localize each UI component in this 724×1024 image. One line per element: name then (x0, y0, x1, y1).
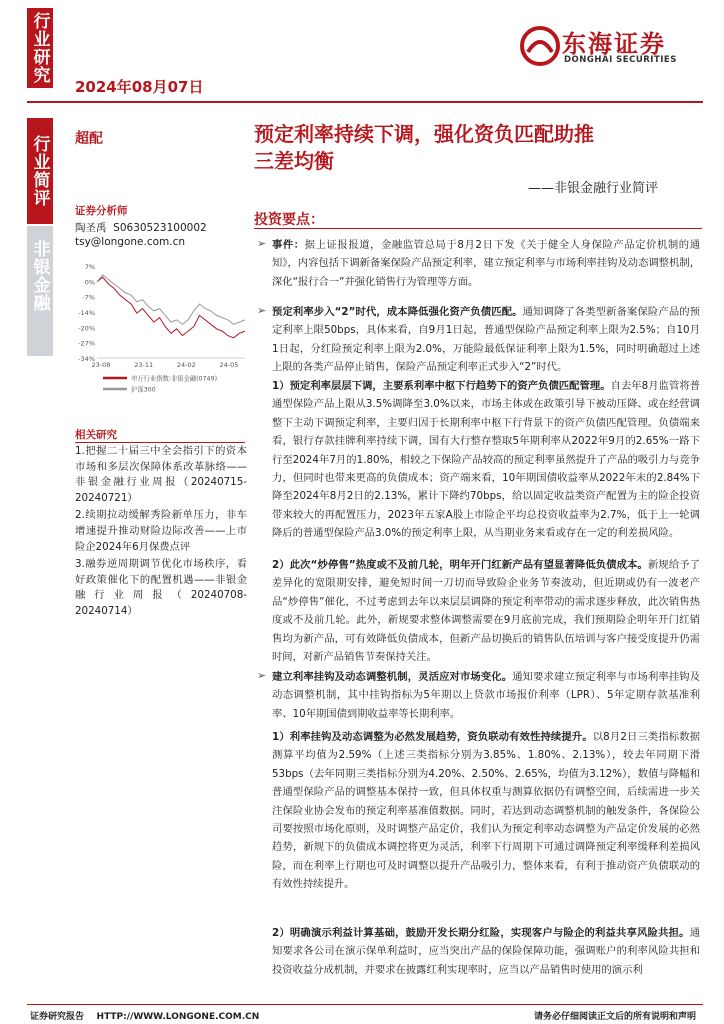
paragraph-rate-2era (272, 303, 700, 377)
analyst-email: tsy@longone.com.cn (75, 236, 186, 248)
paragraph-dividend (272, 924, 700, 978)
x-tick-label: 23-08 (91, 361, 111, 369)
section-divider (254, 228, 702, 229)
y-tick-label: 7% (84, 263, 95, 271)
paragraph-rate-2era-text: 通知调降了各类型新备案保险产品的预定利率上限50bps，具体来看，自9月1日起，普通型保险产品预定利率上限为2.5%；自10月1日起，分红险预定利率上限为2.0%，万能险最低保证利率上限为1.5%，同时明确超过上述上限的各类产品停止销售，保险产品预定利率正式步入“2”时代。 (272, 306, 701, 374)
paragraph-rate-cuts-lead: 1）预定利率层层下调，主要系利率中枢下行趋势下的资产负债匹配管理。 (272, 380, 611, 392)
category-tab-label: 行业研究 (29, 12, 50, 84)
paragraph-dynamic-adjust-text: 以8月2日三类指标数据测算平均值为2.59%（上述三类指标分别为3.85%、1.80%、2.13%），较去年同期下滑53bps（去年同期三类指标分别为4.20%、2.50%、2.65%，均值为3.12%），数值与降幅和普通型保险产品的调整基本保持一致，但具体权重与测算依据仍有调整空间，后续需进一步关注保险业协会发布的预定利率基准值数据。同时，若达到动态调整机制的触发条件，各保险公司要按照市场化原则，及时调整产品定价，我们认为预定利率动态调整为产品定价发展的必然趋势，新规下的负债成本调控将更为灵活，利率下行周期下可通过调降预定利率缓释利差损风险，而在利率上行期也可及时调整以提升产品吸引力，整体来看，有利于推动资产负债联动的有效性持续提升。 (272, 731, 700, 891)
x-tick-label: 24-05 (219, 361, 239, 369)
x-tick-label: 24-02 (176, 361, 196, 369)
report-title-line2: 三差均衡 (254, 149, 334, 173)
performance-chart (75, 258, 250, 408)
paragraph-dynamic-adjust (272, 728, 700, 894)
industry-tab-label: 非银金融 (29, 240, 50, 312)
rating: 超配 (75, 131, 103, 147)
footer-right: 请务必仔细阅读正文后的所有说明和声明 (533, 1012, 696, 1022)
logo-cn-text: 东海证券 (562, 30, 666, 58)
report-subtitle: ——非银金融行业简评 (528, 181, 659, 196)
paragraph-sales-heat-lead: 2）此次“炒停售”热度或不及前几轮，明年开门红新产品有望显著降低负债成本。 (272, 559, 648, 571)
paragraph-rate-2era-lead: 预定利率步入“2”时代，成本降低强化资产负债匹配。 (272, 306, 523, 318)
y-tick-label: 0% (84, 278, 95, 287)
y-tick-label: -20% (78, 324, 95, 333)
analyst-name: 陶圣禹 S0630523100002 (75, 222, 207, 234)
report-title-line1: 预定利率持续下调，强化资负匹配助推 (254, 122, 594, 146)
paragraph-rate-cuts (272, 377, 700, 543)
paragraph-event-lead: 事件： (272, 239, 305, 251)
section-title: 投资要点： (254, 212, 324, 228)
bullet-arrow-icon: ➢ (257, 669, 267, 682)
paragraph-linkage-mechanism-text: 通知要求建立预定利率与市场利率挂钩及动态调整机制，其中挂钩指标为5年期以上贷款市场报价利率（LPR）、5年定期存款基准利率、10年期国债到期收益率等长期利率。 (272, 671, 701, 720)
related-list (75, 444, 247, 620)
industry-tab (27, 236, 53, 316)
logo-en-text: DONGHAI SECURITIES (564, 55, 677, 65)
report-type-tab (27, 118, 53, 224)
legend-label: 申万行业指数:非银金融(0749) (131, 375, 218, 383)
related-item[interactable]: 2.续期拉动缓解秀险新单压力，非车增速提升推动财险边际改善——上市险企2024年6月保费点评 (75, 509, 247, 553)
footer-divider (27, 1004, 703, 1005)
paragraph-dynamic-adjust-lead: 1）利率挂钩及动态调整为必然发展趋势，资负联动有效性持续提升。 (272, 731, 593, 743)
report-date: 2024年08月07日 (75, 78, 204, 96)
paragraph-sales-heat-text: 新规给予了差异化的宽限期安排，避免短时间一刀切而导致险企业务节奏波动，但近期或仍有一波老产品“炒停售”催化，不过考虑到去年以来层层调降的预定利率带动的需求逐步释放，此次销售热度或不及前几轮。此外，新规要求整体调整需要在9月底前完成，我们预期险企明年开门红销售均为新产品，可有效降低负债成本，但新产品切换后的销售队伍培训与客户接受度提升仍需时间，对新产品销售节奏保持关注。 (272, 559, 700, 664)
chart-svg (75, 258, 250, 408)
y-tick-label: -34% (78, 355, 95, 363)
bullet-arrow-icon: ➢ (257, 237, 267, 250)
paragraph-linkage-mechanism-lead: 建立利率挂钩及动态调整机制，灵活应对市场变化。 (272, 671, 513, 683)
related-item[interactable]: 3.融券逆周期调节优化市场秩序，看好政策催化下的配置机遇——非银金融行业周报（20240708-20240714） (75, 558, 247, 617)
paragraph-sales-heat (272, 556, 700, 666)
bullet-arrow-icon: ➢ (257, 304, 267, 317)
logo-mark-icon (520, 26, 560, 66)
logo (518, 20, 708, 76)
y-tick-label: -7% (82, 293, 95, 302)
footer-left: 证券研究报告 HTTP://WWW.LONGONE.COM.CN (30, 1012, 260, 1022)
y-tick-label: -27% (78, 339, 95, 348)
related-heading: 相关研究 (75, 429, 117, 441)
header-divider (27, 101, 703, 103)
paragraph-rate-cuts-text: 自去年8月监管将普通型保险产品上限从3.5%调降至3.0%以来，市场主体或在政策引导下被动压降、或在经营调整下主动下调预定利率，主要归因于长期利率中枢下行背景下的资产负债匹配管理。负债端来看，银行存款挂牌利率持续下调，国有大行整存整取5年期利率从2022年9月的2.65%一路下行至2024年7月的1.80%，相较之下保险产品较高的预定利率虽然提升了产品的吸引力与竞争力，但同时也带来更高的负债成本；资产端来看，10年期国债收益率从2022年末的2.84%下降至2024年8月2日的2.13%，累计下降约70bps，给以固定收益类资产配置为主的险企投资带来较大的再配置压力，2023年五家A股上市险企平均总投资收益率为2.7%，低于上一轮调降后的普通型保险产品3.0%的预定利率上限，从当期业务来看或存在一定的利差损风险。 (272, 380, 700, 540)
related-item[interactable]: 1.把握二十届三中全会指引下的资本市场和多层次保障体系改革脉络——非银金融行业周报（20240715-20240721） (75, 445, 247, 504)
paragraph-event (272, 236, 700, 291)
related-divider (75, 442, 245, 443)
paragraph-dividend-text: 通知要求各公司在演示保单利益时，应当突出产品的保险保障功能，强调账户的利率风险共担和投资收益分成机制，并要求在披露红利实现率时，应当以产品销售时使用的演示利 (272, 927, 700, 976)
report-type-tab-label: 行业简评 (29, 135, 50, 207)
series-line-2 (97, 275, 245, 324)
paragraph-event-text: 据上证报报道，金融监管总局于8月2日下发《关于健全人身保险产品定价机制的通知》，内容包括下调新备案保险产品预定利率，建立预定利率与市场利率挂钩及动态调整机制，深化“报行合一”并强化销售行为管理等方面。 (272, 239, 701, 288)
analyst-heading: 证券分析师 (75, 205, 128, 217)
category-tab (27, 8, 53, 88)
series-line-1 (97, 277, 245, 338)
paragraph-linkage-mechanism (272, 668, 700, 723)
legend-label: 沪深300 (131, 386, 156, 394)
x-tick-label: 23-11 (134, 361, 154, 369)
paragraph-dividend-lead: 2）明确演示利益计算基础，鼓励开发长期分红险，实现客户与险企的利益共享风险共担。 (272, 927, 690, 939)
y-tick-label: -14% (78, 309, 95, 317)
